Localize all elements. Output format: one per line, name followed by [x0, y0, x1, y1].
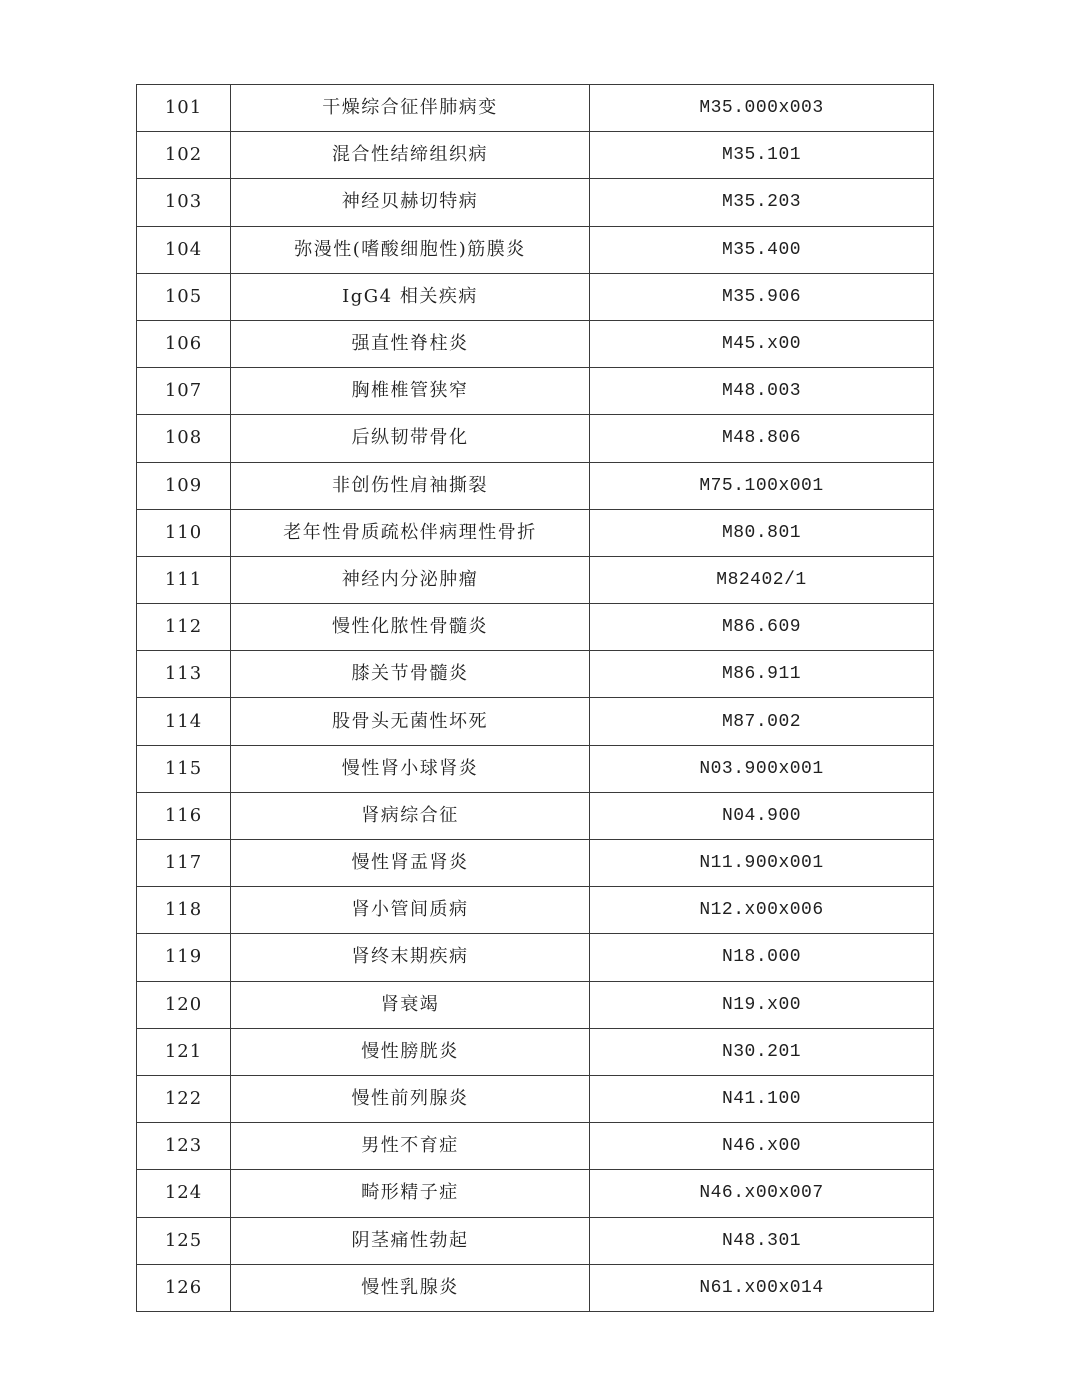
row-number: 116: [137, 792, 231, 839]
row-number: 109: [137, 462, 231, 509]
row-number: 121: [137, 1028, 231, 1075]
disease-code: N46.x00: [590, 1123, 934, 1170]
row-number: 104: [137, 226, 231, 273]
disease-code-table: [136, 84, 934, 1312]
disease-name: 慢性化脓性骨髓炎: [231, 604, 590, 651]
row-number: 106: [137, 320, 231, 367]
row-number: 117: [137, 840, 231, 887]
disease-code: M35.400: [590, 226, 934, 273]
disease-code: N04.900: [590, 792, 934, 839]
row-number: 108: [137, 415, 231, 462]
row-number: 114: [137, 698, 231, 745]
disease-name: 混合性结缔组织病: [231, 132, 590, 179]
disease-code: M75.100x001: [590, 462, 934, 509]
table-row: [137, 273, 934, 320]
disease-code: M35.906: [590, 273, 934, 320]
table-row: [137, 462, 934, 509]
disease-name: 肾终末期疾病: [231, 934, 590, 981]
table-row: [137, 226, 934, 273]
disease-name: 慢性肾小球肾炎: [231, 745, 590, 792]
disease-name: 肾小管间质病: [231, 887, 590, 934]
disease-name: 神经内分泌肿瘤: [231, 556, 590, 603]
disease-name: 膝关节骨髓炎: [231, 651, 590, 698]
disease-code: M35.203: [590, 179, 934, 226]
disease-code: N61.x00x014: [590, 1264, 934, 1311]
table-row: [137, 320, 934, 367]
table-row: [137, 981, 934, 1028]
table-row: [137, 556, 934, 603]
disease-name: 后纵韧带骨化: [231, 415, 590, 462]
row-number: 126: [137, 1264, 231, 1311]
disease-code: N19.x00: [590, 981, 934, 1028]
table-row: [137, 1264, 934, 1311]
disease-name: 男性不育症: [231, 1123, 590, 1170]
disease-name: 非创伤性肩袖撕裂: [231, 462, 590, 509]
disease-code: N48.301: [590, 1217, 934, 1264]
row-number: 111: [137, 556, 231, 603]
row-number: 120: [137, 981, 231, 1028]
disease-name: 神经贝赫切特病: [231, 179, 590, 226]
table-row: [137, 1075, 934, 1122]
disease-name: 慢性肾盂肾炎: [231, 840, 590, 887]
row-number: 115: [137, 745, 231, 792]
row-number: 102: [137, 132, 231, 179]
disease-code: M87.002: [590, 698, 934, 745]
row-number: 110: [137, 509, 231, 556]
disease-code: M86.609: [590, 604, 934, 651]
disease-code: N30.201: [590, 1028, 934, 1075]
row-number: 107: [137, 368, 231, 415]
disease-name: 畸形精子症: [231, 1170, 590, 1217]
table-row: [137, 698, 934, 745]
disease-code: M86.911: [590, 651, 934, 698]
table-body: [137, 85, 934, 1312]
table-row: [137, 745, 934, 792]
disease-name: 慢性乳腺炎: [231, 1264, 590, 1311]
table-row: [137, 887, 934, 934]
disease-code: M80.801: [590, 509, 934, 556]
disease-code: M45.x00: [590, 320, 934, 367]
disease-code: M48.806: [590, 415, 934, 462]
table-row: [137, 1028, 934, 1075]
row-number: 125: [137, 1217, 231, 1264]
disease-name: 胸椎椎管狭窄: [231, 368, 590, 415]
row-number: 122: [137, 1075, 231, 1122]
disease-code: M35.101: [590, 132, 934, 179]
disease-name: 老年性骨质疏松伴病理性骨折: [231, 509, 590, 556]
disease-name: 肾病综合征: [231, 792, 590, 839]
row-number: 123: [137, 1123, 231, 1170]
disease-name: IgG4 相关疾病: [231, 273, 590, 320]
table-row: [137, 132, 934, 179]
table-row: [137, 792, 934, 839]
disease-code: M48.003: [590, 368, 934, 415]
disease-code: N18.000: [590, 934, 934, 981]
table-row: [137, 1170, 934, 1217]
disease-name: 阴茎痛性勃起: [231, 1217, 590, 1264]
table-row: [137, 651, 934, 698]
row-number: 118: [137, 887, 231, 934]
row-number: 112: [137, 604, 231, 651]
disease-name: 干燥综合征伴肺病变: [231, 85, 590, 132]
table-row: [137, 85, 934, 132]
disease-code: N11.900x001: [590, 840, 934, 887]
row-number: 113: [137, 651, 231, 698]
row-number: 124: [137, 1170, 231, 1217]
disease-code: N03.900x001: [590, 745, 934, 792]
disease-name: 慢性前列腺炎: [231, 1075, 590, 1122]
table-row: [137, 179, 934, 226]
table-row: [137, 604, 934, 651]
table-row: [137, 934, 934, 981]
table-row: [137, 509, 934, 556]
table-row: [137, 415, 934, 462]
disease-code: N41.100: [590, 1075, 934, 1122]
row-number: 103: [137, 179, 231, 226]
disease-name: 肾衰竭: [231, 981, 590, 1028]
disease-code: M35.000x003: [590, 85, 934, 132]
disease-code: N46.x00x007: [590, 1170, 934, 1217]
disease-name: 强直性脊柱炎: [231, 320, 590, 367]
disease-code: M82402/1: [590, 556, 934, 603]
disease-name: 弥漫性(嗜酸细胞性)筋膜炎: [231, 226, 590, 273]
row-number: 119: [137, 934, 231, 981]
row-number: 105: [137, 273, 231, 320]
disease-code: N12.x00x006: [590, 887, 934, 934]
disease-name: 慢性膀胱炎: [231, 1028, 590, 1075]
table-row: [137, 368, 934, 415]
row-number: 101: [137, 85, 231, 132]
table-row: [137, 1123, 934, 1170]
disease-name: 股骨头无菌性坏死: [231, 698, 590, 745]
table-row: [137, 840, 934, 887]
table-row: [137, 1217, 934, 1264]
